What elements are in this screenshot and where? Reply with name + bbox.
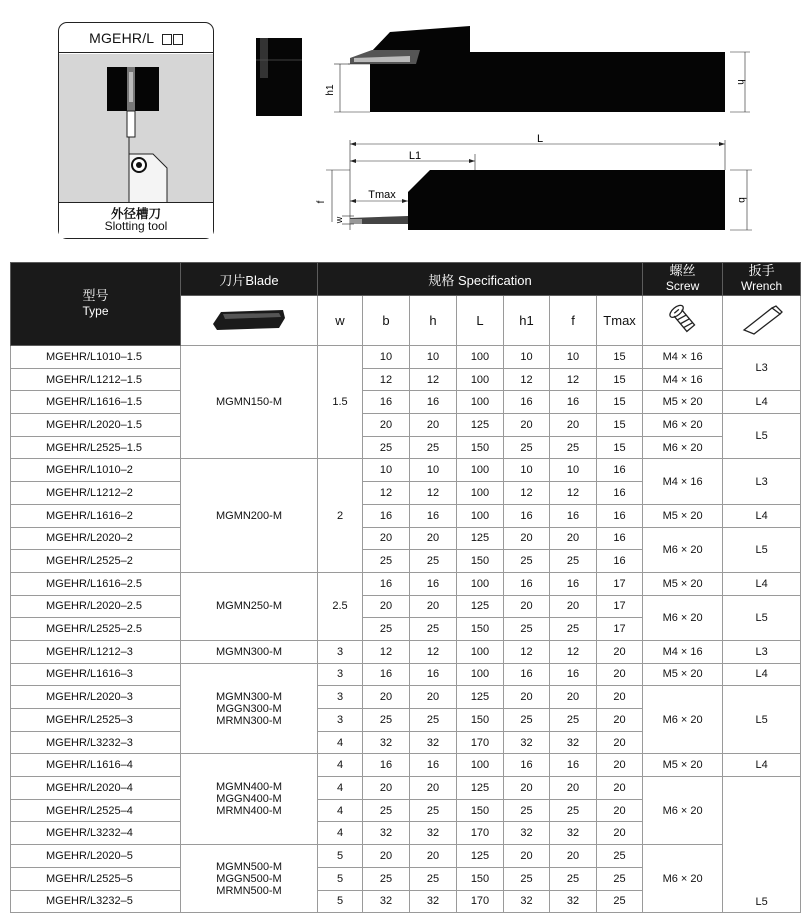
blade-cell — [181, 754, 318, 845]
screw-cell: M4 × 16 — [643, 368, 723, 391]
type-cell: MGEHR/L1212–3 — [11, 640, 181, 663]
table-row — [11, 346, 801, 369]
blade-cell: MGMN200-M — [181, 459, 318, 572]
screw-cell: M5 × 20 — [643, 754, 723, 777]
screw-cell: M6 × 20 — [643, 527, 723, 572]
type-cell: MGEHR/L2525–2.5 — [11, 618, 181, 641]
wrench-cell: L5 — [723, 777, 801, 913]
tmax-cell: 20 — [597, 640, 643, 663]
screw-cell: M6 × 20 — [643, 414, 723, 437]
drawing-area — [0, 0, 800, 262]
f-cell: 25 — [550, 436, 597, 459]
blade-name: MGGN500-M — [216, 872, 282, 885]
h1-cell: 10 — [504, 459, 550, 482]
table-row — [11, 504, 801, 527]
L-cell: 125 — [457, 414, 504, 437]
h-cell: 20 — [410, 686, 457, 709]
b-cell: 16 — [363, 663, 410, 686]
b-cell: 16 — [363, 754, 410, 777]
table-row — [11, 845, 801, 868]
caption-en: Slotting tool — [104, 219, 168, 233]
tmax-cell: 16 — [597, 504, 643, 527]
screw-cell: M6 × 20 — [643, 595, 723, 640]
f-cell: 25 — [550, 618, 597, 641]
type-cell: MGEHR/L3232–3 — [11, 731, 181, 754]
type-cell: MGEHR/L3232–5 — [11, 890, 181, 913]
type-cell: MGEHR/L2525–3 — [11, 709, 181, 732]
f-cell: 20 — [550, 414, 597, 437]
f-cell: 25 — [550, 867, 597, 890]
tmax-cell: 20 — [597, 663, 643, 686]
type-cell: MGEHR/L1616–2 — [11, 504, 181, 527]
blade-name: MGGN300-M — [216, 702, 282, 715]
b-cell: 32 — [363, 822, 410, 845]
screw-cell: M4 × 16 — [643, 346, 723, 369]
b-cell: 20 — [363, 527, 410, 550]
w-cell: 5 — [318, 845, 363, 868]
wrench-cell: L3 — [723, 346, 801, 391]
dim-h1-label: h1 — [325, 84, 336, 96]
tmax-cell: 15 — [597, 346, 643, 369]
h1-cell: 16 — [504, 572, 550, 595]
table-row — [11, 414, 801, 437]
h-cell: 16 — [410, 504, 457, 527]
type-cell: MGEHR/L2020–3 — [11, 686, 181, 709]
screw-cell: M4 × 16 — [643, 640, 723, 663]
b-cell: 12 — [363, 482, 410, 505]
L-cell: 100 — [457, 663, 504, 686]
f-cell: 25 — [550, 709, 597, 732]
h-cell: 20 — [410, 414, 457, 437]
card-title-text: MGEHR/L — [89, 30, 154, 46]
tmax-cell: 15 — [597, 368, 643, 391]
tmax-cell: 25 — [597, 867, 643, 890]
col-w-header: w — [318, 296, 363, 346]
col-type-header — [11, 263, 181, 346]
h1-cell: 12 — [504, 640, 550, 663]
table-row — [11, 527, 801, 550]
h-cell: 16 — [410, 754, 457, 777]
screw-cell: M4 × 16 — [643, 459, 723, 504]
h-cell: 25 — [410, 709, 457, 732]
wrench-cell: L5 — [723, 686, 801, 754]
L-cell: 100 — [457, 368, 504, 391]
b-cell: 25 — [363, 550, 410, 573]
f-cell: 25 — [550, 550, 597, 573]
card-caption — [59, 202, 213, 238]
f-cell: 20 — [550, 686, 597, 709]
dim-tmax-label: Tmax — [368, 189, 396, 201]
L-cell: 100 — [457, 504, 504, 527]
h-cell: 12 — [410, 640, 457, 663]
type-cell: MGEHR/L2020–2.5 — [11, 595, 181, 618]
blade-name: MGMN500-M — [215, 860, 282, 873]
h1-cell: 20 — [504, 527, 550, 550]
col-blade-header — [181, 263, 318, 296]
tmax-cell: 20 — [597, 754, 643, 777]
b-cell: 25 — [363, 799, 410, 822]
b-cell: 10 — [363, 459, 410, 482]
type-cell: MGEHR/L3232–4 — [11, 822, 181, 845]
w-cell: 3 — [318, 640, 363, 663]
col-b-header: b — [363, 296, 410, 346]
h1-cell: 25 — [504, 867, 550, 890]
h-cell: 32 — [410, 890, 457, 913]
L-cell: 170 — [457, 822, 504, 845]
wrench-cell: L5 — [723, 414, 801, 459]
b-cell: 12 — [363, 640, 410, 663]
type-cell: MGEHR/L1010–2 — [11, 459, 181, 482]
wrench-cell: L5 — [723, 595, 801, 640]
h-cell: 25 — [410, 867, 457, 890]
type-cell: MGEHR/L2020–1.5 — [11, 414, 181, 437]
screw-cell: M6 × 20 — [643, 686, 723, 754]
screw-icon — [666, 302, 700, 336]
h-cell: 25 — [410, 799, 457, 822]
b-cell: 25 — [363, 618, 410, 641]
tmax-cell: 20 — [597, 686, 643, 709]
h-cell: 12 — [410, 482, 457, 505]
wrench-header-zh: 扳手 — [748, 264, 775, 279]
top-view-drawing — [316, 130, 760, 240]
type-header-zh: 型号 — [82, 289, 109, 304]
h1-cell: 12 — [504, 482, 550, 505]
wrench-icon — [740, 302, 784, 336]
tmax-cell: 16 — [597, 550, 643, 573]
b-cell: 12 — [363, 368, 410, 391]
L-cell: 125 — [457, 595, 504, 618]
w-cell: 4 — [318, 822, 363, 845]
type-cell: MGEHR/L1616–3 — [11, 663, 181, 686]
h1-cell: 16 — [504, 663, 550, 686]
table-row — [11, 572, 801, 595]
col-wrench-header — [723, 263, 801, 296]
b-cell: 25 — [363, 436, 410, 459]
table-row — [11, 595, 801, 618]
h-cell: 16 — [410, 572, 457, 595]
type-cell: MGEHR/L2020–5 — [11, 845, 181, 868]
b-cell: 20 — [363, 777, 410, 800]
dim-L1-label: L1 — [408, 150, 422, 162]
w-cell: 1.5 — [318, 346, 363, 459]
tmax-cell: 25 — [597, 890, 643, 913]
h1-cell: 12 — [504, 368, 550, 391]
tmax-cell: 16 — [597, 459, 643, 482]
screw-cell: M6 × 20 — [643, 436, 723, 459]
L-cell: 100 — [457, 391, 504, 414]
f-cell: 32 — [550, 822, 597, 845]
type-cell: MGEHR/L2020–2 — [11, 527, 181, 550]
wrench-cell: L3 — [723, 640, 801, 663]
L-cell: 125 — [457, 845, 504, 868]
tmax-cell: 15 — [597, 414, 643, 437]
table-row — [11, 777, 801, 800]
h1-cell: 25 — [504, 436, 550, 459]
h-cell: 16 — [410, 663, 457, 686]
dim-h-label: h — [735, 79, 746, 85]
h-cell: 25 — [410, 550, 457, 573]
w-cell: 5 — [318, 867, 363, 890]
type-header-en: Type — [82, 304, 109, 318]
wrench-cell: L5 — [723, 527, 801, 572]
tmax-cell: 20 — [597, 709, 643, 732]
h-cell: 20 — [410, 527, 457, 550]
side-view-drawing — [320, 20, 760, 130]
tmax-cell: 17 — [597, 572, 643, 595]
wrench-cell: L4 — [723, 391, 801, 414]
f-cell: 20 — [550, 845, 597, 868]
tmax-cell: 16 — [597, 482, 643, 505]
f-cell: 16 — [550, 391, 597, 414]
blade-name: MRMN300-M — [216, 714, 282, 727]
tmax-cell: 17 — [597, 595, 643, 618]
h1-cell: 25 — [504, 550, 550, 573]
caption-zh: 外径槽刀 — [110, 206, 161, 221]
wrench-cell: L4 — [723, 663, 801, 686]
w-cell: 5 — [318, 890, 363, 913]
w-cell: 4 — [318, 777, 363, 800]
dim-f-label: f — [316, 200, 327, 204]
screw-image-cell — [643, 296, 723, 346]
f-cell: 20 — [550, 595, 597, 618]
screw-cell: M6 × 20 — [643, 845, 723, 913]
spec-header-text: 规格 Specification — [428, 272, 532, 288]
tmax-cell: 15 — [597, 436, 643, 459]
L-cell: 100 — [457, 482, 504, 505]
h1-cell: 20 — [504, 777, 550, 800]
type-cell: MGEHR/L2020–4 — [11, 777, 181, 800]
f-cell: 32 — [550, 731, 597, 754]
w-cell: 3 — [318, 663, 363, 686]
tmax-cell: 20 — [597, 777, 643, 800]
screw-header-zh: 螺丝 — [669, 264, 696, 279]
screw-cell: M5 × 20 — [643, 504, 723, 527]
h1-cell: 25 — [504, 799, 550, 822]
blade-name: MRMN500-M — [216, 884, 282, 897]
table-row — [11, 368, 801, 391]
screw-cell: M6 × 20 — [643, 777, 723, 845]
f-cell: 16 — [550, 572, 597, 595]
h-cell: 16 — [410, 391, 457, 414]
h1-cell: 25 — [504, 709, 550, 732]
blade-icon — [209, 304, 289, 334]
w-cell: 3 — [318, 709, 363, 732]
tmax-cell: 15 — [597, 391, 643, 414]
b-cell: 32 — [363, 731, 410, 754]
h1-cell: 25 — [504, 618, 550, 641]
blade-name: MGMN400-M — [215, 781, 282, 794]
placeholder-boxes — [161, 24, 183, 54]
col-screw-header — [643, 263, 723, 296]
table-row — [11, 663, 801, 686]
L-cell: 100 — [457, 754, 504, 777]
w-cell: 2.5 — [318, 572, 363, 640]
w-cell: 2 — [318, 459, 363, 572]
wrench-header-en: Wrench — [741, 279, 783, 293]
type-cell: MGEHR/L2525–4 — [11, 799, 181, 822]
b-cell: 20 — [363, 414, 410, 437]
L-cell: 150 — [457, 550, 504, 573]
b-cell: 32 — [363, 890, 410, 913]
L-cell: 100 — [457, 572, 504, 595]
table-row — [11, 391, 801, 414]
h-cell: 32 — [410, 822, 457, 845]
f-cell: 16 — [550, 504, 597, 527]
tmax-cell: 25 — [597, 845, 643, 868]
blade-cell: MGMN250-M — [181, 572, 318, 640]
h1-cell: 20 — [504, 595, 550, 618]
f-cell: 16 — [550, 754, 597, 777]
L-cell: 150 — [457, 867, 504, 890]
h1-cell: 16 — [504, 391, 550, 414]
col-spec-header — [318, 263, 643, 296]
h-cell: 10 — [410, 459, 457, 482]
w-cell: 4 — [318, 754, 363, 777]
wrench-cell: L4 — [723, 504, 801, 527]
L-cell: 100 — [457, 640, 504, 663]
b-cell: 16 — [363, 572, 410, 595]
blade-cell — [181, 845, 318, 913]
w-cell: 3 — [318, 686, 363, 709]
end-view-drawing — [250, 30, 310, 120]
table-row — [11, 459, 801, 482]
L-cell: 170 — [457, 890, 504, 913]
blade-name: MGMN300-M — [215, 690, 282, 703]
b-cell: 16 — [363, 391, 410, 414]
wrench-cell: L4 — [723, 754, 801, 777]
b-cell: 25 — [363, 709, 410, 732]
dim-L-label: L — [536, 133, 544, 145]
f-cell: 12 — [550, 368, 597, 391]
blade-name: MRMN400-M — [216, 805, 282, 818]
L-cell: 125 — [457, 777, 504, 800]
type-cell: MGEHR/L1616–4 — [11, 754, 181, 777]
h-cell: 20 — [410, 595, 457, 618]
wrench-cell: L3 — [723, 459, 801, 504]
tmax-cell: 20 — [597, 731, 643, 754]
tmax-cell: 17 — [597, 618, 643, 641]
h1-cell: 32 — [504, 731, 550, 754]
tmax-cell: 16 — [597, 527, 643, 550]
type-cell: MGEHR/L1616–2.5 — [11, 572, 181, 595]
b-cell: 20 — [363, 595, 410, 618]
b-cell: 25 — [363, 867, 410, 890]
blade-cell: MGMN300-M — [181, 640, 318, 663]
col-h1-header: h1 — [504, 296, 550, 346]
col-tmax-header: Tmax — [597, 296, 643, 346]
f-cell: 12 — [550, 482, 597, 505]
col-h-header: h — [410, 296, 457, 346]
f-cell: 25 — [550, 799, 597, 822]
b-cell: 20 — [363, 845, 410, 868]
h-cell: 32 — [410, 731, 457, 754]
f-cell: 10 — [550, 459, 597, 482]
L-cell: 100 — [457, 346, 504, 369]
h1-cell: 32 — [504, 890, 550, 913]
L-cell: 150 — [457, 436, 504, 459]
L-cell: 150 — [457, 799, 504, 822]
table-row — [11, 686, 801, 709]
wrench-image-cell — [723, 296, 801, 346]
w-cell: 4 — [318, 731, 363, 754]
L-cell: 125 — [457, 686, 504, 709]
type-cell: MGEHR/L1212–2 — [11, 482, 181, 505]
type-cell: MGEHR/L1212–1.5 — [11, 368, 181, 391]
h1-cell: 16 — [504, 504, 550, 527]
L-cell: 100 — [457, 459, 504, 482]
h-cell: 25 — [410, 436, 457, 459]
dim-b-label: b — [736, 197, 747, 203]
screw-header-en: Screw — [665, 279, 700, 293]
h-cell: 20 — [410, 777, 457, 800]
b-cell: 10 — [363, 346, 410, 369]
type-cell: MGEHR/L2525–2 — [11, 550, 181, 573]
type-cell: MGEHR/L1010–1.5 — [11, 346, 181, 369]
w-cell: 4 — [318, 799, 363, 822]
h1-cell: 20 — [504, 686, 550, 709]
b-cell: 16 — [363, 504, 410, 527]
f-cell: 12 — [550, 640, 597, 663]
col-L-header: L — [457, 296, 504, 346]
f-cell: 20 — [550, 527, 597, 550]
blade-cell — [181, 663, 318, 754]
h1-cell: 20 — [504, 845, 550, 868]
h1-cell: 20 — [504, 414, 550, 437]
tmax-cell: 20 — [597, 799, 643, 822]
blade-header-text: 刀片Blade — [219, 272, 279, 288]
blade-cell: MGMN150-M — [181, 346, 318, 459]
table-row — [11, 640, 801, 663]
col-f-header: f — [550, 296, 597, 346]
h-cell: 20 — [410, 845, 457, 868]
screw-cell: M5 × 20 — [643, 572, 723, 595]
type-cell: MGEHR/L1616–1.5 — [11, 391, 181, 414]
f-cell: 20 — [550, 777, 597, 800]
h-cell: 12 — [410, 368, 457, 391]
tmax-cell: 20 — [597, 822, 643, 845]
L-cell: 150 — [457, 618, 504, 641]
h1-cell: 16 — [504, 754, 550, 777]
blade-name: MGGN400-M — [216, 793, 282, 806]
table-row — [11, 436, 801, 459]
tool-card — [58, 22, 214, 239]
h1-cell: 10 — [504, 346, 550, 369]
screw-cell: M5 × 20 — [643, 391, 723, 414]
dim-w-label: w — [334, 216, 344, 224]
type-cell: MGEHR/L2525–5 — [11, 867, 181, 890]
L-cell: 125 — [457, 527, 504, 550]
type-cell: MGEHR/L2525–1.5 — [11, 436, 181, 459]
card-title — [59, 23, 213, 53]
f-cell: 16 — [550, 663, 597, 686]
h1-cell: 32 — [504, 822, 550, 845]
f-cell: 32 — [550, 890, 597, 913]
L-cell: 150 — [457, 709, 504, 732]
f-cell: 10 — [550, 346, 597, 369]
L-cell: 170 — [457, 731, 504, 754]
b-cell: 20 — [363, 686, 410, 709]
screw-cell: M5 × 20 — [643, 663, 723, 686]
blade-image-cell — [181, 296, 318, 346]
wrench-cell: L4 — [723, 572, 801, 595]
h-cell: 25 — [410, 618, 457, 641]
spec-table — [10, 262, 801, 913]
h-cell: 10 — [410, 346, 457, 369]
table-row — [11, 754, 801, 777]
